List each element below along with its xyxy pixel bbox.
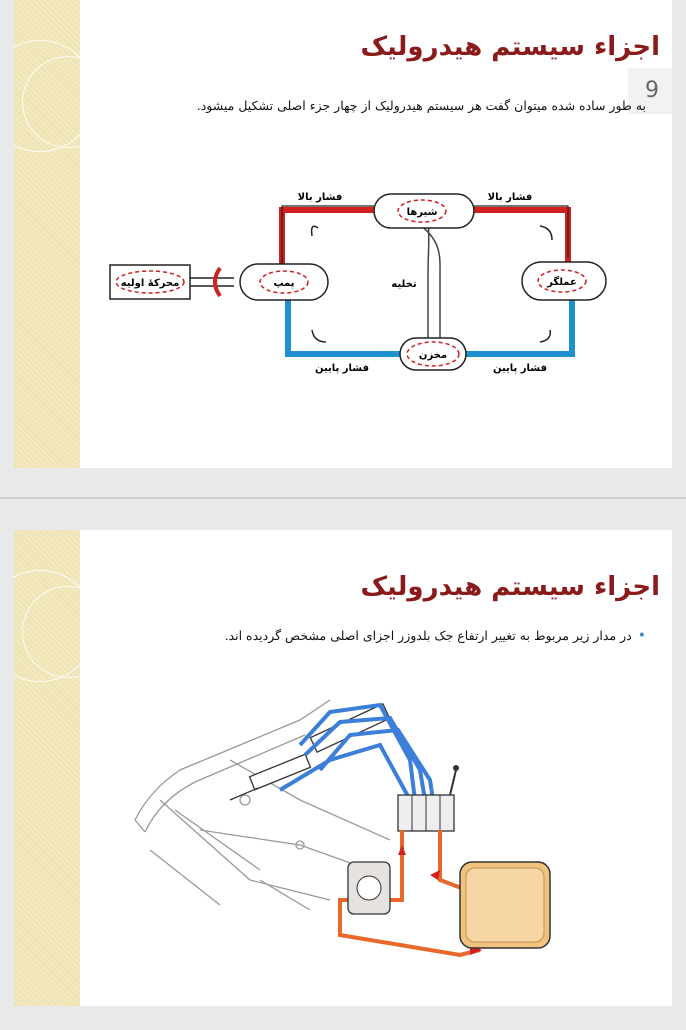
valves-label: شیرها — [406, 207, 438, 218]
low-pressure-label-right: فشار پایین — [492, 363, 548, 374]
engine-label: محرکهٔ اولیه — [120, 278, 180, 289]
reservoir-tank — [460, 862, 550, 948]
low-pressure-label-left: فشار پایین — [314, 363, 370, 374]
high-pressure-label-left: فشار بالا — [297, 192, 343, 203]
slide-title: اجزاء سیستم هیدرولیک — [360, 572, 660, 602]
bullet-text: در مدار زیر مربوط به تغییر ارتفاع جک بلدوزر اجزای اصلی مشخص گردیده اند. — [224, 628, 632, 643]
intro-text: به طور ساده شده میتوان گفت هر سیستم هیدرولیک از چهار جزء اصلی تشکیل میشود. — [196, 98, 646, 113]
page-number: 9 — [628, 68, 672, 114]
high-pressure-label-right: فشار بالا — [487, 192, 533, 203]
blue-hose-lines — [280, 705, 433, 800]
drain-label: تخلیه — [391, 279, 417, 290]
reservoir-label: مخزن — [418, 350, 448, 361]
actuator-label: عملگر — [547, 277, 577, 288]
bullet-icon: • — [637, 628, 646, 644]
slide-title: اجزاء سیستم هیدرولیک — [360, 32, 660, 62]
pump-unit — [348, 862, 390, 914]
pump-label: پمپ — [273, 278, 295, 289]
